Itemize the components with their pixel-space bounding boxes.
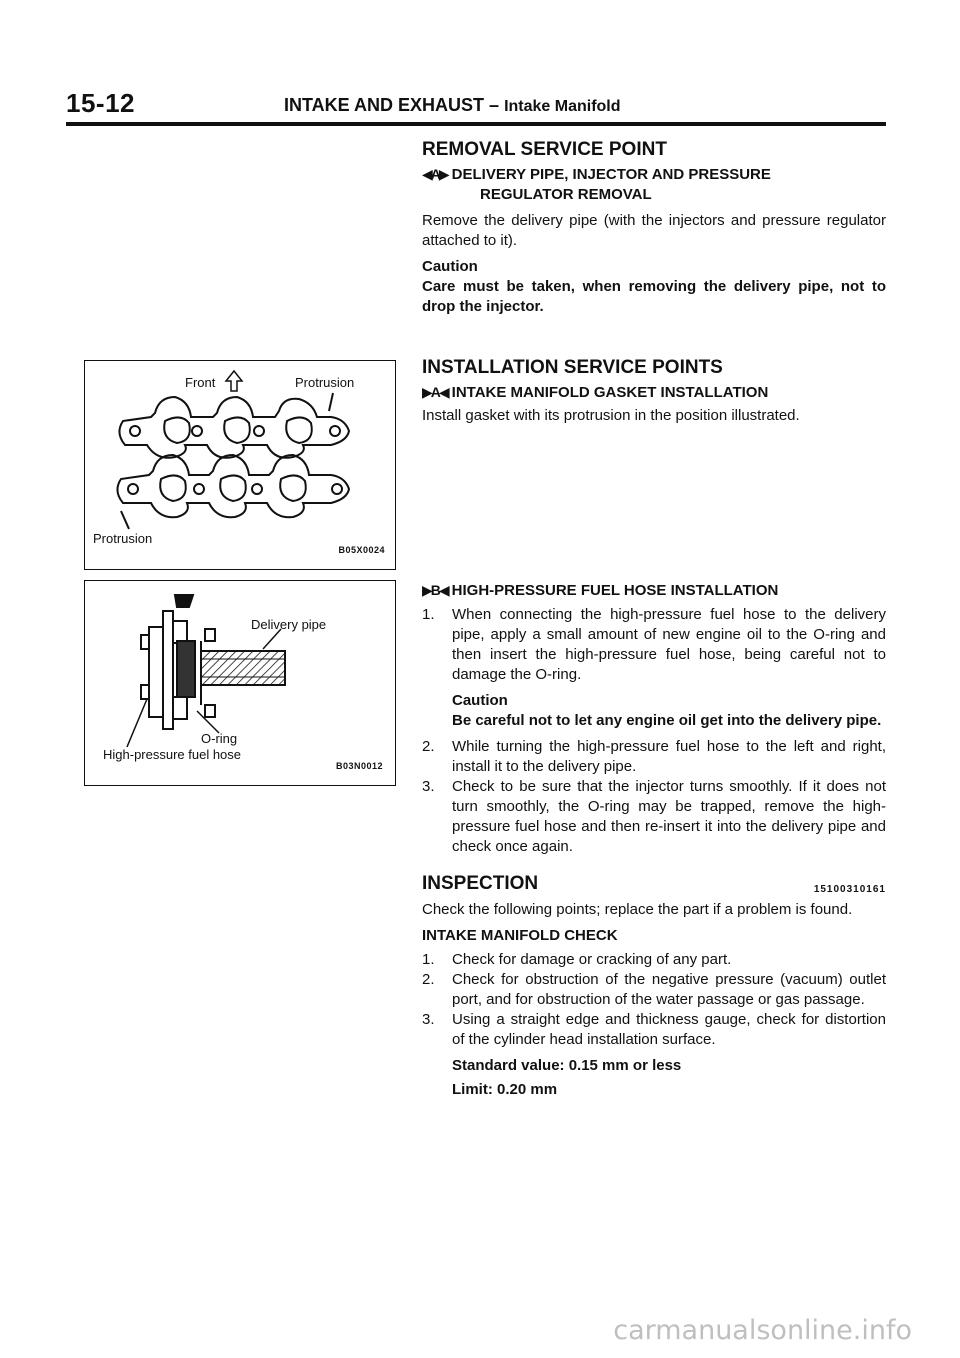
install-b-caution-label: Caution <box>452 692 508 709</box>
figure-gasket <box>84 360 396 570</box>
label-protrusion-top: Protrusion <box>295 375 355 390</box>
header-rule <box>66 122 886 126</box>
step-number: 1. <box>422 951 435 968</box>
removal-subhead-line1: DELIVERY PIPE, INJECTOR AND PRESSURE <box>451 166 771 183</box>
install-b-subhead-text: HIGH-PRESSURE FUEL HOSE INSTALLATION <box>451 582 779 599</box>
list-item <box>422 970 886 1010</box>
removal-subhead <box>422 164 886 205</box>
section-subtitle: Intake Manifold <box>504 98 621 115</box>
figure1-code: B05X0024 <box>338 545 385 555</box>
install-a-subhead <box>422 382 886 403</box>
installation-section <box>422 358 886 426</box>
list-item <box>422 737 886 777</box>
page-number: 15-12 <box>66 88 135 118</box>
title-dash: – <box>489 95 500 115</box>
removal-heading: REMOVAL SERVICE POINT <box>422 139 667 160</box>
list-item <box>422 777 886 857</box>
step-text: While turning the high-pressure fuel hose to the left and right, install it to the delivery pipe. <box>452 738 886 775</box>
removal-section <box>422 140 886 317</box>
install-a-subhead-text: INTAKE MANIFOLD GASKET INSTALLATION <box>451 384 769 401</box>
step-text: Check for obstruction of the negative pressure (vacuum) outlet port, and for obstruction of the water passage or gas passage. <box>452 971 886 1008</box>
section-title: INTAKE AND EXHAUST <box>284 95 485 115</box>
label-fuel-hose: High-pressure fuel hose <box>103 747 242 762</box>
label-delivery-pipe: Delivery pipe <box>251 617 327 632</box>
removal-caution-text: Care must be taken, when removing the delivery pipe, not to drop the injector. <box>422 278 886 315</box>
step-text: Check for damage or cracking of any part. <box>452 951 732 968</box>
removal-body: Remove the delivery pipe (with the injectors and pressure regulator attached to it). <box>422 212 886 249</box>
install-b-steps <box>422 605 886 857</box>
inspection-code: 15100310161 <box>813 884 886 895</box>
inspection-subhead: INTAKE MANIFOLD CHECK <box>422 927 618 944</box>
label-oring: O-ring <box>201 731 238 746</box>
inspection-heading-row <box>422 874 886 894</box>
step-text: Using a straight edge and thickness gauge, check for distortion of the cylinder head installation surface. <box>452 1011 886 1048</box>
step-number: 3. <box>422 1011 435 1028</box>
install-a-body: Install gasket with its protrusion in the position illustrated. <box>422 407 800 424</box>
inspection-steps <box>422 950 886 1100</box>
removal-symbol: ◀A▶ <box>422 166 448 182</box>
install-a-symbol: ▶A◀ <box>422 384 448 400</box>
step-number: 1. <box>422 606 435 623</box>
watermark: carmanualsonline.info <box>613 1315 912 1346</box>
removal-subhead-line2: REGULATOR REMOVAL <box>480 186 652 203</box>
step-text: When connecting the high-pressure fuel hose to the delivery pipe, apply a small amount of new engine oil to the O-ring and then insert the high-pressure fuel hose, being careful not to damage the O-ring. <box>452 606 886 683</box>
figure-delivery-pipe <box>84 580 396 786</box>
list-item <box>422 1010 886 1100</box>
limit-value: Limit: 0.20 mm <box>452 1081 558 1098</box>
page-header <box>66 88 886 124</box>
label-front: Front <box>185 375 216 390</box>
install-b-symbol: ▶B◀ <box>422 582 448 598</box>
install-b-subhead <box>422 580 886 601</box>
removal-caution-label: Caution <box>422 258 478 275</box>
step-number: 2. <box>422 971 435 988</box>
step-number: 2. <box>422 738 435 755</box>
standard-value: Standard value: 0.15 mm or less <box>452 1057 682 1074</box>
figure2-code: B03N0012 <box>335 761 383 771</box>
step-text: Check to be sure that the injector turns smoothly. If it does not turn smoothly, the O-ring may be trapped, remove the high-pressure fuel hose and then re-insert it into the delivery pipe and check once again. <box>452 778 886 855</box>
installation-heading: INSTALLATION SERVICE POINTS <box>422 357 723 378</box>
label-protrusion-bottom: Protrusion <box>93 531 153 546</box>
list-item <box>422 605 886 731</box>
inspection-heading: INSPECTION <box>422 873 539 894</box>
header-title <box>284 95 621 116</box>
step-number: 3. <box>422 778 435 795</box>
installation-b-section <box>422 580 886 857</box>
inspection-section <box>422 874 886 1100</box>
inspection-intro: Check the following points; replace the part if a problem is found. <box>422 901 853 918</box>
install-b-caution-text: Be careful not to let any engine oil get into the delivery pipe. <box>452 712 882 729</box>
list-item <box>422 950 886 970</box>
